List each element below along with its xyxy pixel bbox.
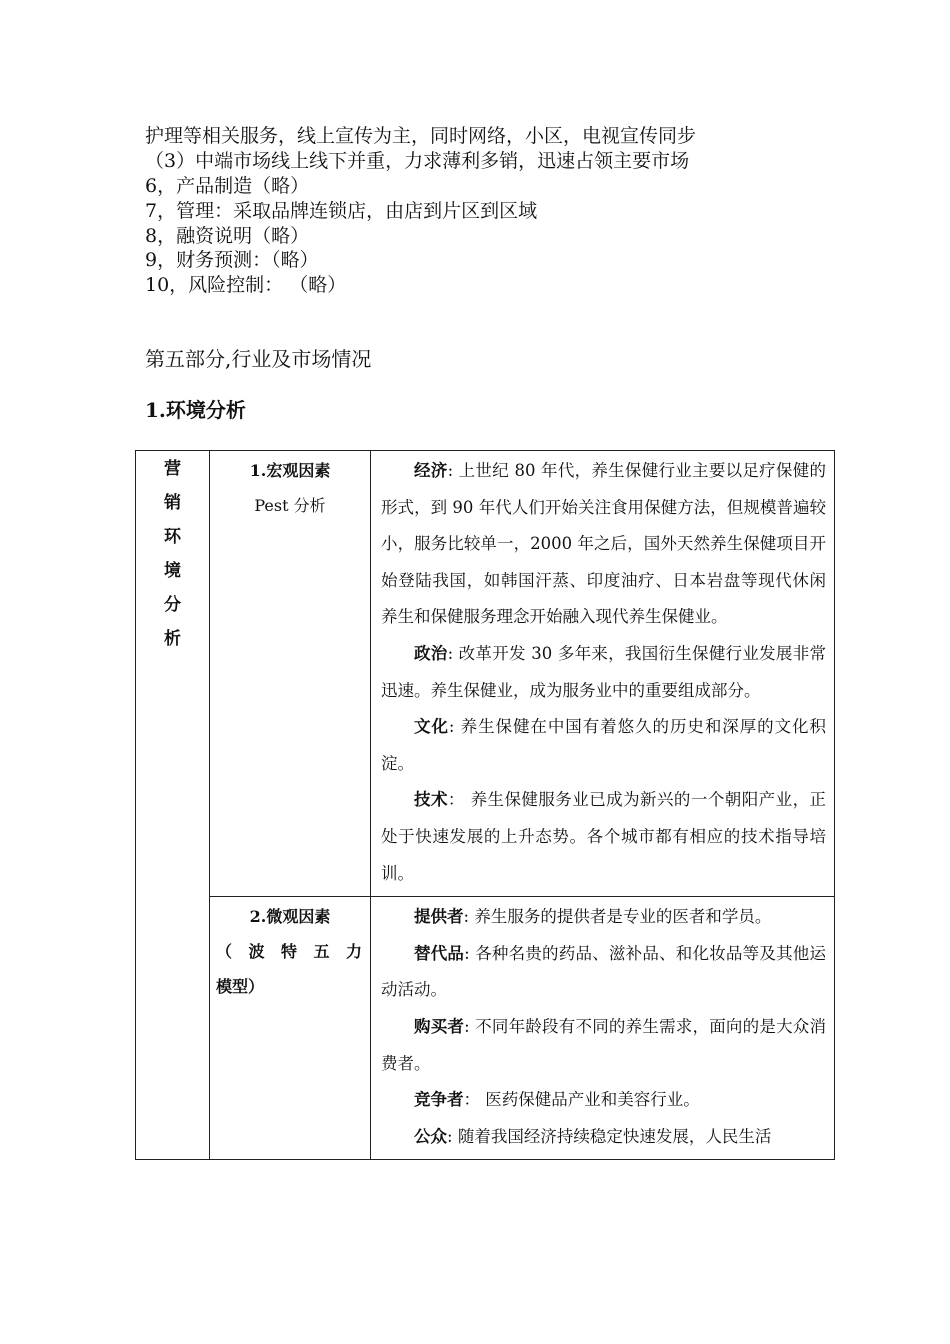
- item-key: 竞争者: [414, 1090, 464, 1110]
- macro-item: [381, 453, 826, 636]
- item-text: 养生服务的提供者是专业的医者和学员。: [474, 907, 772, 927]
- item-text: 改革开发 30 多年来，我国衍生保健行业发展非常迅速。养生保健业，成为服务业中的重要组成部分。: [381, 643, 826, 700]
- category-char: 分: [164, 595, 181, 615]
- item-key: 提供者: [414, 907, 464, 927]
- micro-factor-subtitle-2: 模型）: [216, 977, 265, 997]
- subsection-title: 1.环境分析: [145, 398, 246, 422]
- category-char: 营: [164, 459, 181, 479]
- item-sep: :: [448, 717, 461, 737]
- macro-item: [381, 636, 826, 709]
- macro-factor-title: 1.宏观因素: [249, 461, 331, 480]
- text-line: 8，融资说明（略）: [145, 225, 310, 247]
- category-char: 境: [164, 561, 181, 581]
- item-text: 随着我国经济持续稳定快速发展，人民生活: [457, 1126, 772, 1146]
- macro-item: [381, 709, 826, 782]
- item-key: 购买者: [414, 1016, 465, 1036]
- macro-factor-subtitle: Pest 分析: [254, 496, 326, 515]
- text-line: （3）中端市场线上线下并重，力求薄利多销，迅速占领主要市场: [145, 150, 690, 172]
- category-char: 销: [164, 493, 181, 513]
- item-sep: :: [447, 1126, 458, 1146]
- micro-content-cell: [371, 897, 835, 1160]
- item-sep: ：: [447, 790, 471, 810]
- micro-item: [381, 1119, 826, 1156]
- item-text: 不同年龄段有不同的养生需求，面向的是大众消费者。: [381, 1016, 827, 1073]
- item-sep: ：: [463, 1090, 486, 1110]
- category-cell: [136, 451, 210, 1160]
- item-text: 各种名贵的药品、滋补品、和化妆品等及其他运动活动。: [381, 943, 827, 1000]
- item-text: 养生保健服务业已成为新兴的一个朝阳产业，正处于快速发展的上升态势。各个城市都有相应的技术指导培训。: [381, 790, 827, 883]
- environment-analysis-table: [135, 450, 835, 1160]
- text-line: 7，管理：采取品牌连锁店，由店到片区到区域: [145, 200, 538, 222]
- micro-item: [381, 1082, 826, 1119]
- item-key: 经济: [414, 461, 448, 480]
- item-key: 替代品: [414, 943, 465, 963]
- micro-item: [381, 899, 826, 936]
- category-char: 析: [164, 629, 181, 649]
- category-label: [136, 451, 209, 656]
- category-char: 环: [164, 527, 181, 547]
- table-row-macro: [136, 451, 835, 897]
- item-sep: :: [464, 1016, 476, 1036]
- text-line: 护理等相关服务，线上宣传为主，同时网络，小区，电视宣传同步: [145, 125, 697, 147]
- micro-item: [381, 936, 826, 1009]
- macro-content-cell: [371, 451, 835, 897]
- item-sep: :: [463, 907, 475, 927]
- item-sep: :: [447, 461, 459, 480]
- item-key: 政治: [414, 643, 448, 663]
- text-line: 6，产品制造（略）: [145, 175, 310, 197]
- micro-item: [381, 1009, 826, 1082]
- micro-factor-title: 2.微观因素: [249, 907, 331, 927]
- macro-factor-cell: [210, 451, 371, 897]
- item-key: 技术: [414, 790, 448, 810]
- section-title: 第五部分,行业及市场情况: [145, 347, 372, 371]
- item-text: 医药保健品产业和美容行业。: [485, 1090, 700, 1110]
- micro-factor-subtitle: （波特五力: [216, 942, 364, 962]
- item-key: 公众: [414, 1126, 447, 1146]
- text-line: 10，风险控制： （略）: [145, 274, 347, 296]
- item-sep: :: [464, 943, 476, 963]
- item-text: 上世纪 80 年代，养生保健行业主要以足疗保健的形式，到 90 年代人们开始关注食用保健方法，但规模普遍较小，服务比较单一，2000 年之后，国外天然养生保健项目开始登陆我国，如韩国汗蒸、印度油疗、日本岩盘等现代休闲养生和保健服务理念开始融入现代养生保健业。: [381, 461, 826, 627]
- item-key: 文化: [414, 717, 449, 737]
- item-sep: :: [447, 643, 459, 663]
- text-line: 9，财务预测：（略）: [145, 249, 319, 271]
- macro-item: [381, 782, 826, 892]
- table-row-micro: [136, 897, 835, 1160]
- micro-factor-cell: [210, 897, 371, 1160]
- item-text: 养生保健在中国有着悠久的历史和深厚的文化积淀。: [381, 717, 826, 773]
